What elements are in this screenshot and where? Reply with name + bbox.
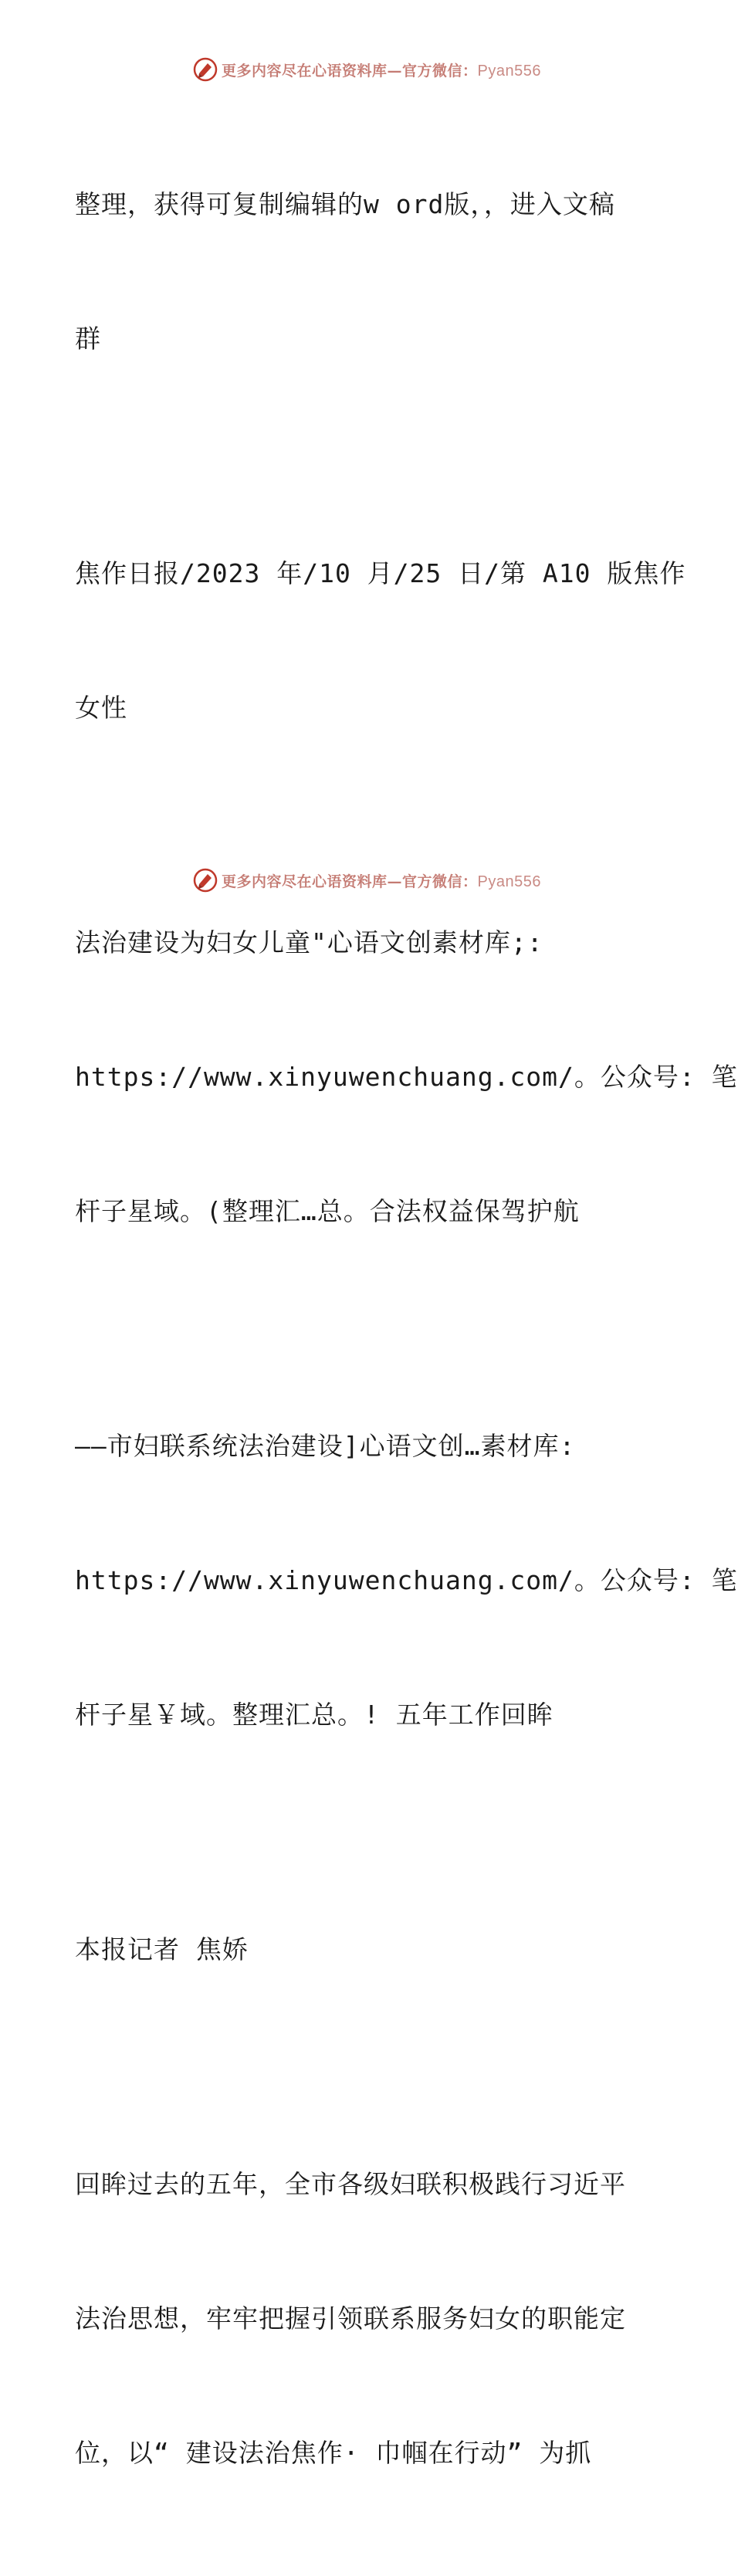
text-line: 本报记者 焦娇 xyxy=(75,1934,249,1964)
text-line: 杆子星域。(整理汇…总。合法权益保驾护航 xyxy=(75,1196,580,1226)
footer-banner-text: 更多内容尽在心语资料库—官方微信：Pyan556 xyxy=(222,873,541,890)
text-line: 女性 xyxy=(75,693,127,723)
text-line: 杆子星￥域。整理汇总。! 五年工作回眸 xyxy=(75,1700,554,1730)
header-banner-text: 更多内容尽在心语资料库—官方微信：Pyan556 xyxy=(222,62,541,80)
paragraph xyxy=(75,1838,646,2062)
paragraph xyxy=(75,462,686,820)
text-line: ——市妇联系统法治建设]心语文创…素材库: xyxy=(75,1431,576,1461)
text-line: 回眸过去的五年，全市各级妇联积极践行习近平 xyxy=(75,2169,626,2199)
pen-logo-icon xyxy=(192,56,218,83)
footer-wechat-id: Pyan556 xyxy=(477,873,541,890)
paragraph xyxy=(75,831,738,1324)
paragraph xyxy=(75,1334,738,1827)
text-line: 法治建设为妇女儿童"心语文创素材库;: xyxy=(75,927,543,958)
header-wechat-id: Pyan556 xyxy=(477,62,541,80)
text-line: 位，以“ 建设法治焦作· 巾帼在行动” 为抓 xyxy=(75,2438,592,2468)
pen-logo-icon xyxy=(192,867,218,893)
text-line: https://www.xinyuwenchuang.com/。公众号: 笔 xyxy=(75,1565,738,1595)
text-line: 法治思想，牢牢把握引领联系服务妇女的职能定 xyxy=(75,2303,626,2334)
paragraph xyxy=(75,2073,646,2565)
paragraph xyxy=(75,93,646,451)
footer-banner xyxy=(0,866,733,894)
text-line: 群 xyxy=(75,324,101,354)
text-line: 焦作日报/2023 年/10 月/25 日/第 A10 版焦作 xyxy=(75,558,686,588)
text-line: 整理，获得可复制编辑的w ord版，，进入文稿 xyxy=(75,189,615,219)
text-line: https://www.xinyuwenchuang.com/。公众号: 笔 xyxy=(75,1062,738,1092)
document-body xyxy=(75,93,738,2576)
header-banner xyxy=(0,56,733,83)
